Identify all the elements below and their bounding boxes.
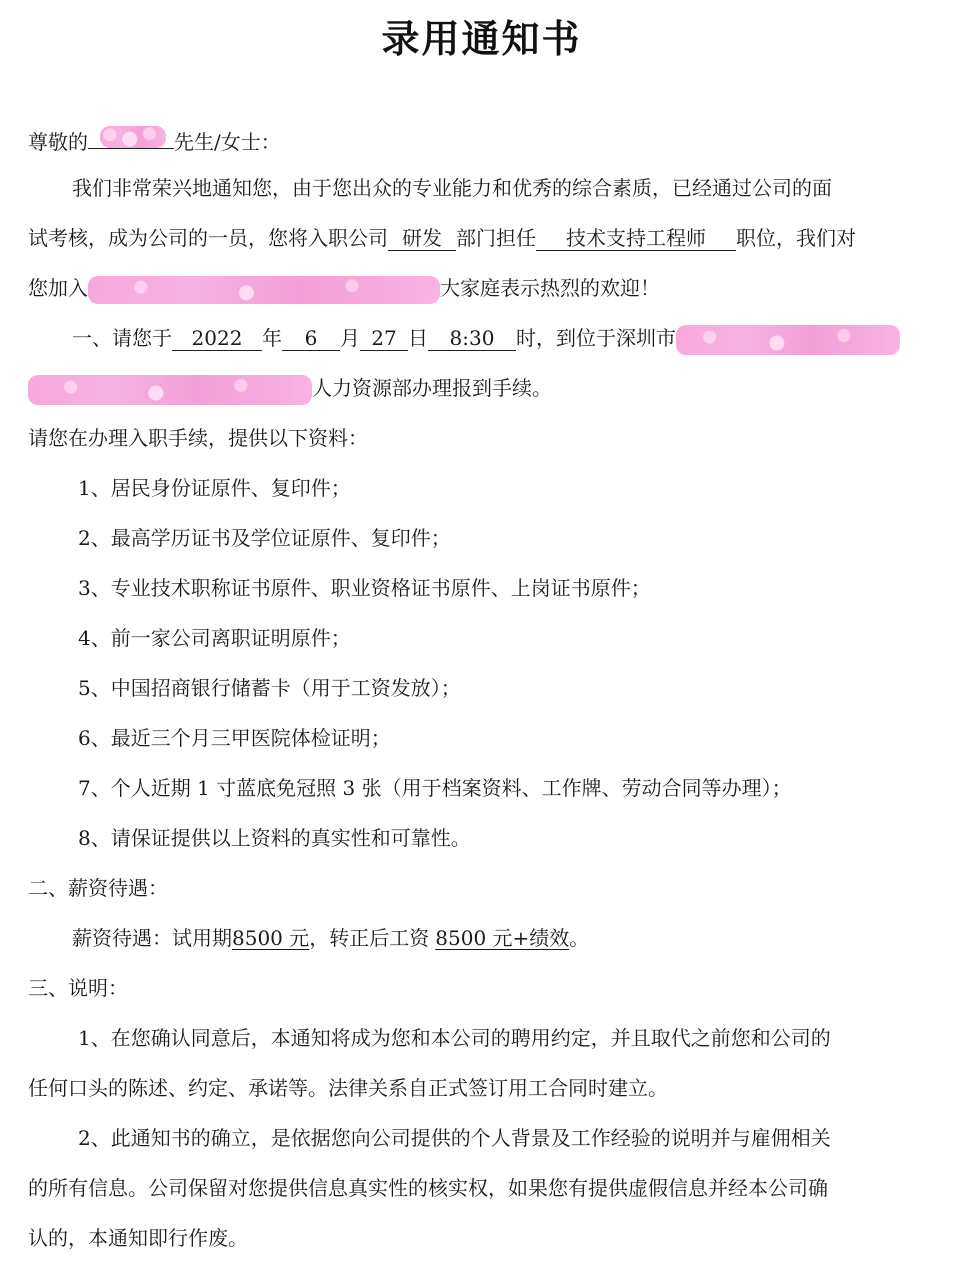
greeting-line [28,124,281,152]
note-2-line-2: 的所有信息。公司保留对您提供信息真实性的核实权，如果您有提供虚假信息并经本公司确 [28,1176,828,1200]
note-2-line-1: 2、此通知书的确立，是依据您向公司提供的个人背景及工作经验的说明并与雇佣相关 [78,1126,831,1150]
intro-text-c: 职位，我们对 [736,226,856,250]
material-item: 2、最高学历证书及学位证原件、复印件； [78,526,451,550]
greeting-prefix: 尊敬的 [28,130,88,154]
material-item: 8、请保证提供以上资料的真实性和可靠性。 [78,826,471,850]
recipient-name-blank [88,124,174,149]
intro-line-1: 我们非常荣兴地通知您，由于您出众的专业能力和优秀的综合素质，已经通过公司的面 [72,176,832,200]
report-address-line [28,374,552,402]
salary-middle: ，转正后工资 [309,926,430,950]
report-suffix: 人力资源部办理报到手续。 [312,376,552,400]
notes-heading: 三、说明： [28,976,128,1000]
materials-heading: 请您在办理入职手续，提供以下资料： [28,426,368,450]
note-1-line-2: 任何口头的陈述、约定、承诺等。法律关系自正式签订用工合同时建立。 [28,1076,668,1100]
salary-line [72,924,589,952]
report-year: 2022 [172,326,262,351]
position-value: 技术支持工程师 [536,226,736,251]
intro-text-d: 您加入 [28,276,88,300]
note-1-line-1: 1、在您确认同意后，本通知将成为您和本公司的聘用约定，并且取代之前您和公司的 [78,1026,831,1050]
redacted-address [676,325,900,355]
material-item: 3、专业技术职称证书原件、职业资格证书原件、上岗证书原件； [78,576,651,600]
salary-heading: 二、薪资待遇： [28,876,168,900]
report-day: 27 [360,326,408,351]
note-2-line-3: 认的，本通知即行作废。 [28,1226,248,1250]
department-value: 研发 [388,226,456,251]
material-item: 1、居民身份证原件、复印件； [78,476,351,500]
report-time: 8:30 [428,326,516,351]
greeting-suffix: 先生/女士： [174,130,281,154]
intro-line-3 [28,274,660,302]
salary-end: 。 [569,926,590,950]
redacted-company-name [88,276,440,304]
intro-text-a: 试考核，成为公司的一员，您将入职公司 [28,226,388,250]
report-month: 6 [282,326,340,351]
document-title: 录用通知书 [381,17,582,61]
report-date-line [72,324,900,352]
material-item: 5、中国招商银行储蓄卡（用于工资发放）； [78,676,461,700]
intro-line-2 [28,224,856,252]
regular-salary: 8500 元+绩效 [435,926,570,950]
report-month-unit: 月 [340,326,360,350]
redacted-name [100,126,166,148]
intro-text-e: 大家庭表示热烈的欢迎！ [440,276,660,300]
redacted-address-cont [28,375,312,405]
material-item: 7、个人近期 1 寸蓝底免冠照 3 张（用于档案资料、工作牌、劳动合同等办理）； [78,776,792,800]
salary-prefix: 薪资待遇：试用期 [72,926,232,950]
report-time-unit: 时，到位于深圳市 [516,326,676,350]
intro-text-b: 部门担任 [456,226,536,250]
report-year-unit: 年 [262,326,282,350]
probation-salary: 8500 元 [232,926,310,950]
report-day-unit: 日 [408,326,428,350]
material-item: 4、前一家公司离职证明原件； [78,626,351,650]
material-item: 6、最近三个月三甲医院体检证明； [78,726,391,750]
report-prefix: 一、请您于 [72,326,172,350]
